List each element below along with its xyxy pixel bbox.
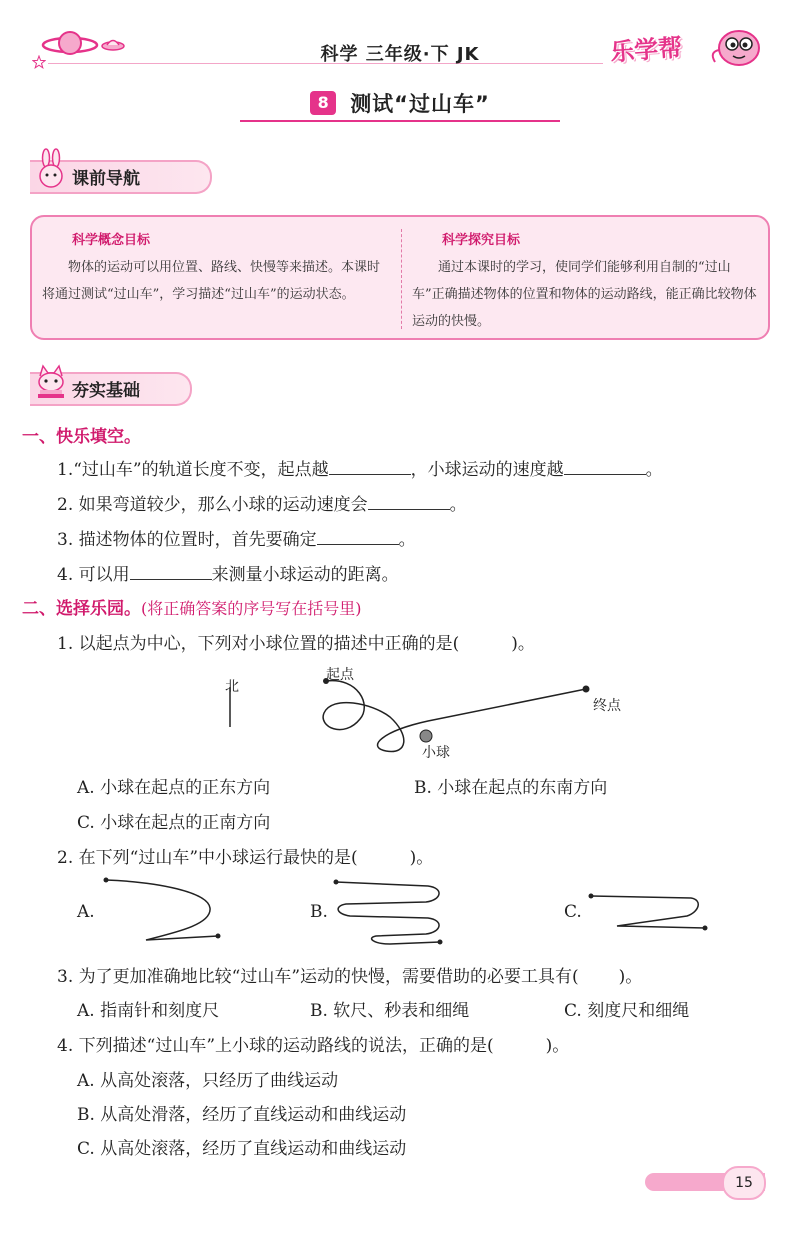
concept-goal-heading: 科学概念目标 xyxy=(72,233,151,248)
q2-text-b: 。 xyxy=(449,495,467,515)
cq4-option-c[interactable]: C. 从高处滚落，经历了直线运动和曲线运动 xyxy=(77,1139,407,1159)
cq3-option-b[interactable]: B. 软尺、秒表和细绳 xyxy=(310,1001,470,1021)
part2-heading xyxy=(22,594,362,619)
q4-text-b: 来测量小球运动的距离。 xyxy=(211,565,399,585)
cq1-stem-a: 1. 以起点为中心，下列对小球位置的描述中正确的是( xyxy=(57,634,460,654)
cq2-stem-a: 2. 在下列“过山车”中小球运行最快的是( xyxy=(57,848,358,868)
choice-question-3 xyxy=(57,962,642,987)
fill-question-4 xyxy=(57,560,399,585)
ball-label: 小球 xyxy=(422,745,450,761)
cq2-option-a[interactable]: A. xyxy=(77,902,95,922)
cq4-stem-a: 4. 下列描述“过山车”上小球的运动路线的说法，正确的是( xyxy=(57,1036,494,1056)
start-label: 起点 xyxy=(326,667,354,683)
q1-blank-2[interactable] xyxy=(564,458,646,475)
choice-question-2 xyxy=(57,843,433,868)
q3-blank[interactable] xyxy=(317,528,399,545)
cq1-option-c[interactable]: C. 小球在起点的正南方向 xyxy=(77,813,271,833)
q2-blank[interactable] xyxy=(368,493,450,510)
cq3-option-c[interactable]: C. 刻度尺和细绳 xyxy=(564,1001,690,1021)
track-b-diagram xyxy=(330,872,460,952)
cq2-option-b[interactable]: B. xyxy=(310,902,328,922)
cq4-option-a[interactable]: A. 从高处滚落，只经历了曲线运动 xyxy=(77,1071,339,1091)
roller-coaster-track xyxy=(323,681,586,752)
lesson-title xyxy=(240,88,560,122)
cq2-stem-b: )。 xyxy=(409,848,434,868)
q1-text-b: ，小球运动的速度越 xyxy=(410,460,564,480)
cq4-option-b[interactable]: B. 从高处滑落，经历了直线运动和曲线运动 xyxy=(77,1105,407,1125)
cq4-stem-b: )。 xyxy=(545,1036,570,1056)
section-label-basics: 夯实基础 xyxy=(72,381,140,401)
cq3-stem-a: 3. 为了更加准确地比较“过山车”运动的快慢，需要借助的必要工具有( xyxy=(57,967,579,987)
bunny-icon xyxy=(36,148,66,190)
inquiry-goal-heading: 科学探究目标 xyxy=(442,233,521,248)
q4-blank[interactable] xyxy=(130,563,212,580)
lesson-number: 8 xyxy=(310,91,336,115)
fill-question-2 xyxy=(57,490,467,515)
choice-question-1 xyxy=(57,629,535,654)
track-c-diagram xyxy=(585,882,715,942)
cq3-stem-b: )。 xyxy=(618,967,643,987)
q2-text-a: 2. 如果弯道较少，那么小球的运动速度会 xyxy=(57,495,368,515)
part2-note: (将正确答案的序号写在括号里) xyxy=(141,599,362,618)
end-point xyxy=(583,686,590,693)
part1-heading: 一、快乐填空。 xyxy=(22,427,141,447)
cq1-option-a[interactable]: A. 小球在起点的正东方向 xyxy=(77,778,271,798)
cq1-stem-b: )。 xyxy=(511,634,535,654)
q1-blank-1[interactable] xyxy=(329,458,411,475)
cq1-option-b[interactable]: B. 小球在起点的东南方向 xyxy=(414,778,608,798)
track-a-diagram xyxy=(98,872,228,952)
book-title: 科学 三年级·下 JK xyxy=(320,44,480,65)
mascot-icon xyxy=(705,22,767,70)
q3-text-a: 3. 描述物体的位置时，首先要确定 xyxy=(57,530,317,550)
part2-title: 二、选择乐园。 xyxy=(22,599,141,619)
end-label: 终点 xyxy=(593,698,621,714)
ball-marker xyxy=(420,730,432,742)
q1-text-a: 1.“过山车”的轨道长度不变，起点越 xyxy=(57,460,329,480)
section-label-preview: 课前导航 xyxy=(72,169,140,189)
concept-goal xyxy=(42,227,392,308)
north-label: 北 xyxy=(225,679,239,695)
cq3-option-a[interactable]: A. 指南针和刻度尺 xyxy=(77,1001,220,1021)
fill-question-3 xyxy=(57,525,416,550)
brand-logo: 乐学帮 xyxy=(609,33,684,67)
lesson-name: 测试“过山车” xyxy=(350,92,490,116)
inquiry-goal-text: 通过本课时的学习，使同学们能够利用自制的“过山车”正确描述物体的位置和物体的运动路线，能正确比较物体运动的快慢。 xyxy=(412,260,757,329)
q3-text-b: 。 xyxy=(398,530,416,550)
cat-icon xyxy=(34,362,68,402)
choice-question-4 xyxy=(57,1031,569,1056)
concept-goal-text: 物体的运动可以用位置、路线、快慢等来描述。本课时将通过测试“过山车”，学习描述“过山车”的运动状态。 xyxy=(42,260,381,302)
q4-text-a: 4. 可以用 xyxy=(57,565,130,585)
page-number: 15 xyxy=(722,1166,766,1200)
inquiry-goal xyxy=(412,227,760,335)
fill-question-1 xyxy=(57,455,663,480)
goal-panel xyxy=(30,215,770,340)
q1-text-c: 。 xyxy=(645,460,663,480)
goal-divider xyxy=(401,229,402,329)
cq2-option-c[interactable]: C. xyxy=(564,902,582,922)
